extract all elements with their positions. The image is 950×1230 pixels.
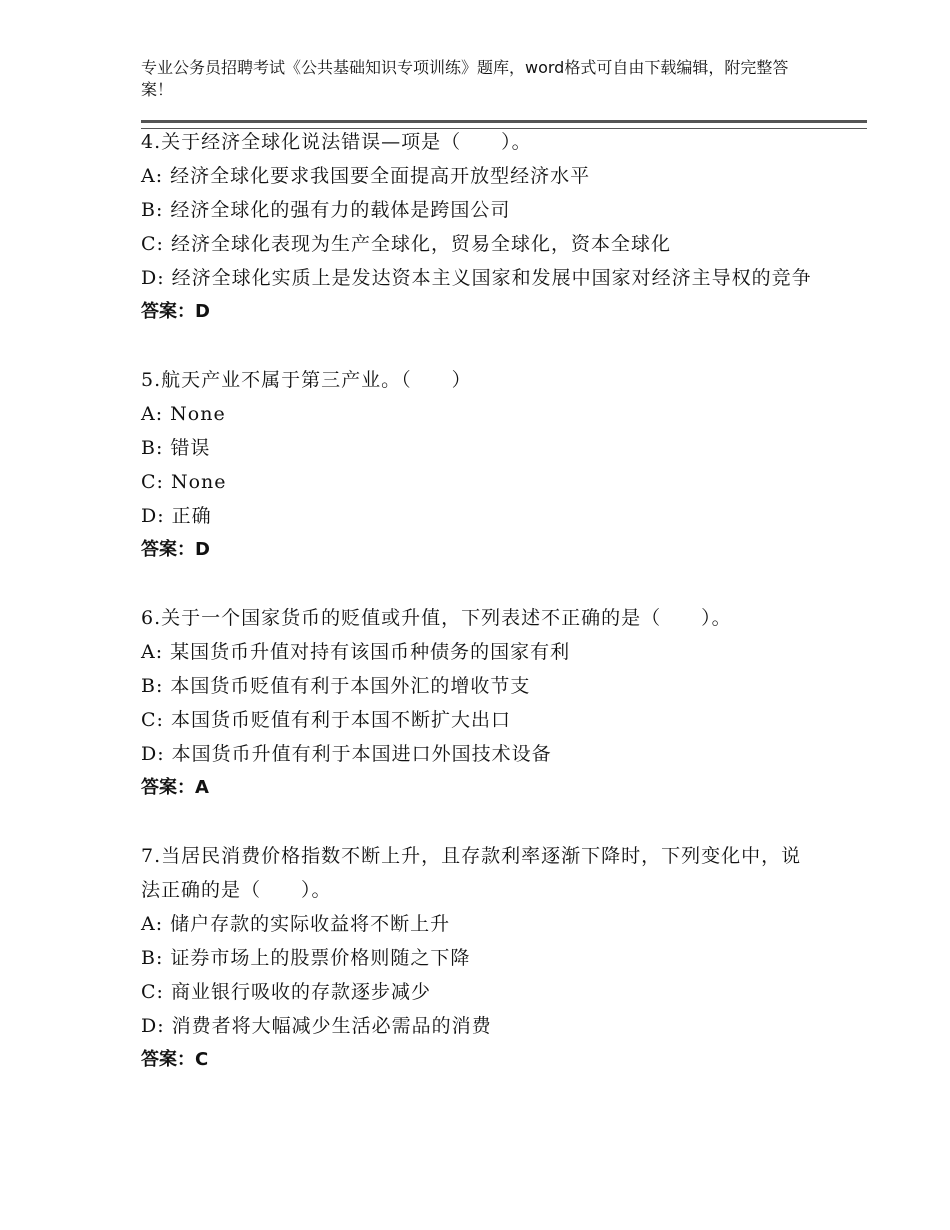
answer-label: 答案：A [141,777,209,798]
question-stem: 5.航天产业不属于第三产业。（ ） [141,369,472,391]
document-header [141,57,801,101]
header-text: 专业公务员招聘考试《公共基础知识专项训练》题库，word格式可自由下载编辑，附完整答案！ [141,58,789,99]
question-7 [141,839,821,1077]
option-c: C: 本国货币贬值有利于本国不断扩大出口 [141,709,511,731]
option-b: B: 经济全球化的强有力的载体是跨国公司 [141,199,511,221]
option-b: B: 本国货币贬值有利于本国外汇的增收节支 [141,675,531,697]
answer-label: 答案：C [141,1049,209,1070]
option-a: A: None [141,403,226,425]
question-list [141,125,821,1111]
option-a: A: 某国货币升值对持有该国币种债务的国家有利 [141,641,571,663]
question-6 [141,601,821,805]
option-d: D: 本国货币升值有利于本国进口外国技术设备 [141,743,552,765]
option-c: C: None [141,471,227,493]
question-stem: 7.当居民消费价格指数不断上升，且存款利率逐渐下降时，下列变化中，说法正确的是（ ）。 [141,845,802,901]
option-d: D: 正确 [141,505,212,527]
option-c: C: 商业银行吸收的存款逐步减少 [141,981,431,1003]
option-b: B: 错误 [141,437,211,459]
question-stem: 6.关于一个国家货币的贬值或升值，下列表述不正确的是（ ）。 [141,607,732,629]
answer-label: 答案：D [141,301,210,322]
question-stem: 4.关于经济全球化说法错误—项是（ ）。 [141,131,532,153]
option-d: D: 经济全球化实质上是发达资本主义国家和发展中国家对经济主导权的竞争 [141,267,812,289]
option-a: A: 储户存款的实际收益将不断上升 [141,913,451,935]
answer-label: 答案：D [141,539,210,560]
option-d: D: 消费者将大幅减少生活必需品的消费 [141,1015,492,1037]
option-b: B: 证券市场上的股票价格则随之下降 [141,947,471,969]
option-a: A: 经济全球化要求我国要全面提高开放型经济水平 [141,165,591,187]
option-c: C: 经济全球化表现为生产全球化，贸易全球化，资本全球化 [141,233,671,255]
question-4 [141,125,821,329]
question-5 [141,363,821,567]
